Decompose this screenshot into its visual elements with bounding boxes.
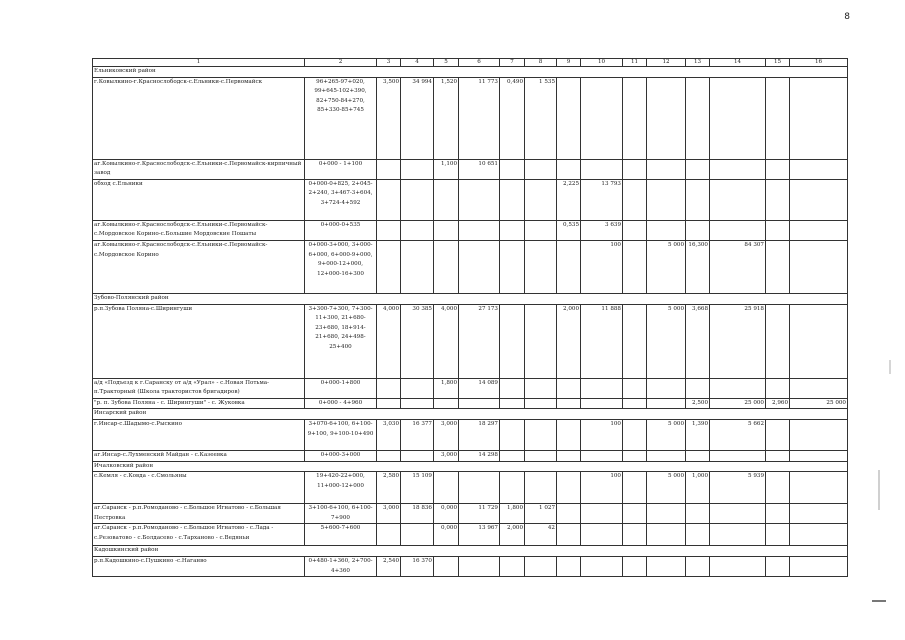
- value-cell: 3,500: [377, 77, 401, 159]
- value-cell: [710, 450, 766, 461]
- value-cell: 11 773: [459, 77, 500, 159]
- value-cell: [623, 179, 647, 220]
- value-cell: 16,300: [686, 240, 710, 293]
- table-row: [93, 220, 848, 240]
- value-cell: [500, 556, 525, 576]
- column-header: 15: [766, 59, 790, 67]
- section-title: Ичалковский район: [93, 461, 848, 472]
- section-row: [93, 409, 848, 420]
- value-cell: [401, 450, 434, 461]
- value-cell: 3,000: [377, 504, 401, 524]
- value-cell: [647, 556, 686, 576]
- value-cell: 14 089: [459, 378, 500, 398]
- road-name-cell: аг.Инсар-с.Лухменский Майдан - с.Казеевка: [93, 450, 305, 461]
- value-cell: [766, 159, 790, 179]
- value-cell: [377, 240, 401, 293]
- table-row: [93, 77, 848, 159]
- value-cell: [581, 398, 623, 409]
- value-cell: [377, 378, 401, 398]
- value-cell: [525, 179, 557, 220]
- value-cell: [500, 398, 525, 409]
- column-header: 2: [305, 59, 377, 67]
- km-range-cell: 0+000-3+000: [305, 450, 377, 461]
- value-cell: [581, 556, 623, 576]
- value-cell: [766, 504, 790, 524]
- value-cell: [581, 159, 623, 179]
- value-cell: [623, 450, 647, 461]
- value-cell: [647, 159, 686, 179]
- value-cell: [557, 378, 581, 398]
- value-cell: 5 000: [647, 304, 686, 378]
- column-header: 6: [459, 59, 500, 67]
- km-range-cell: 3+070-6+100, 6+100-9+100, 9+100-10+490: [305, 419, 377, 450]
- scan-mark: [878, 470, 880, 510]
- road-name-cell: аг.Ковылкино-г.Краснослободск-с.Ельники-с.Первомайск-с.Мордовское Корино: [93, 240, 305, 293]
- value-cell: [710, 220, 766, 240]
- value-cell: [623, 159, 647, 179]
- value-cell: 100: [581, 240, 623, 293]
- value-cell: [686, 159, 710, 179]
- table-row: [93, 419, 848, 450]
- value-cell: 100: [581, 472, 623, 504]
- section-row: [93, 461, 848, 472]
- value-cell: 18 297: [459, 419, 500, 450]
- column-header: 10: [581, 59, 623, 67]
- value-cell: 1,800: [434, 378, 459, 398]
- value-cell: 16 370: [401, 556, 434, 576]
- value-cell: [377, 450, 401, 461]
- column-header: 14: [710, 59, 766, 67]
- value-cell: [525, 398, 557, 409]
- value-cell: [686, 77, 710, 159]
- page-number: 8: [844, 12, 850, 22]
- value-cell: 5 000: [647, 419, 686, 450]
- section-row: [93, 67, 848, 78]
- road-name-cell: с.Кемля - с.Ковда - с.Смольяны: [93, 472, 305, 504]
- value-cell: [790, 472, 848, 504]
- km-range-cell: 0+000 - 1+100: [305, 159, 377, 179]
- value-cell: [401, 240, 434, 293]
- value-cell: [647, 378, 686, 398]
- value-cell: [766, 556, 790, 576]
- value-cell: [766, 304, 790, 378]
- value-cell: [623, 398, 647, 409]
- value-cell: [377, 524, 401, 546]
- section-title: Ельниковский район: [93, 67, 848, 78]
- value-cell: 3,000: [434, 419, 459, 450]
- value-cell: [434, 472, 459, 504]
- value-cell: [401, 398, 434, 409]
- value-cell: 2,000: [557, 304, 581, 378]
- value-cell: 27 173: [459, 304, 500, 378]
- column-header: 4: [401, 59, 434, 67]
- km-range-cell: 0+480-1+360, 2+700-4+360: [305, 556, 377, 576]
- value-cell: [766, 450, 790, 461]
- value-cell: [623, 419, 647, 450]
- value-cell: 3 639: [581, 220, 623, 240]
- value-cell: [790, 419, 848, 450]
- value-cell: [525, 220, 557, 240]
- km-range-cell: 0+000 - 4+960: [305, 398, 377, 409]
- value-cell: [686, 220, 710, 240]
- value-cell: [790, 159, 848, 179]
- value-cell: 0,000: [434, 504, 459, 524]
- value-cell: [401, 378, 434, 398]
- value-cell: [686, 504, 710, 524]
- value-cell: 2,540: [377, 556, 401, 576]
- value-cell: [500, 240, 525, 293]
- value-cell: [647, 77, 686, 159]
- value-cell: [459, 556, 500, 576]
- value-cell: [557, 472, 581, 504]
- value-cell: [623, 77, 647, 159]
- table-row: [93, 450, 848, 461]
- value-cell: [557, 504, 581, 524]
- value-cell: [623, 556, 647, 576]
- value-cell: [790, 304, 848, 378]
- value-cell: [710, 77, 766, 159]
- column-header: 3: [377, 59, 401, 67]
- value-cell: 42: [525, 524, 557, 546]
- column-header: 8: [525, 59, 557, 67]
- value-cell: [434, 556, 459, 576]
- value-cell: 18 836: [401, 504, 434, 524]
- value-cell: 25 918: [710, 304, 766, 378]
- value-cell: 30 385: [401, 304, 434, 378]
- road-works-table: [92, 58, 848, 577]
- table-row: [93, 159, 848, 179]
- value-cell: [581, 524, 623, 546]
- value-cell: 14 298: [459, 450, 500, 461]
- value-cell: [766, 472, 790, 504]
- km-range-cell: 0+000-3+000, 3+000-6+000, 6+000-9+000, 9+000-12+000, 12+000-16+300: [305, 240, 377, 293]
- road-name-cell: р.п.Зубова Поляна-с.Ширингуши: [93, 304, 305, 378]
- value-cell: 2,000: [500, 524, 525, 546]
- value-cell: [766, 220, 790, 240]
- value-cell: [500, 419, 525, 450]
- value-cell: 1 027: [525, 504, 557, 524]
- value-cell: [401, 179, 434, 220]
- value-cell: 15 109: [401, 472, 434, 504]
- table-row: [93, 524, 848, 546]
- value-cell: [790, 556, 848, 576]
- value-cell: 84 307: [710, 240, 766, 293]
- value-cell: [766, 240, 790, 293]
- section-title: Зубово-Полянский район: [93, 293, 848, 304]
- value-cell: 1,800: [500, 504, 525, 524]
- column-header: 7: [500, 59, 525, 67]
- value-cell: [790, 524, 848, 546]
- value-cell: 0,490: [500, 77, 525, 159]
- table-row: [93, 556, 848, 576]
- road-name-cell: г.Инсар-с.Шадымо-с.Рыскино: [93, 419, 305, 450]
- value-cell: [647, 179, 686, 220]
- value-cell: [647, 398, 686, 409]
- value-cell: [557, 159, 581, 179]
- value-cell: [500, 378, 525, 398]
- value-cell: 4,000: [377, 304, 401, 378]
- value-cell: [623, 220, 647, 240]
- column-header: 1: [93, 59, 305, 67]
- value-cell: 0,535: [557, 220, 581, 240]
- value-cell: [525, 378, 557, 398]
- scan-mark: [889, 360, 891, 374]
- value-cell: 25 000: [710, 398, 766, 409]
- value-cell: [766, 419, 790, 450]
- km-range-cell: 19+420-22+000, 11+000-12+000: [305, 472, 377, 504]
- value-cell: [525, 304, 557, 378]
- value-cell: [647, 524, 686, 546]
- km-range-cell: 3+300-7+300, 7+300-11+300, 21+680-23+680, 18+914-21+680, 24+498-25+400: [305, 304, 377, 378]
- value-cell: [686, 450, 710, 461]
- table-row: [93, 398, 848, 409]
- value-cell: [790, 240, 848, 293]
- value-cell: [500, 472, 525, 504]
- value-cell: [377, 220, 401, 240]
- value-cell: 2,580: [377, 472, 401, 504]
- value-cell: [434, 240, 459, 293]
- value-cell: [686, 179, 710, 220]
- value-cell: [623, 378, 647, 398]
- value-cell: [557, 77, 581, 159]
- value-cell: 100: [581, 419, 623, 450]
- column-header: 16: [790, 59, 848, 67]
- section-title: Кадошкинский район: [93, 546, 848, 557]
- value-cell: [647, 504, 686, 524]
- value-cell: [790, 504, 848, 524]
- column-header: 5: [434, 59, 459, 67]
- value-cell: [525, 556, 557, 576]
- value-cell: [790, 450, 848, 461]
- value-cell: 1,520: [434, 77, 459, 159]
- road-name-cell: аг.Саранск - р.п.Ромоданово - с.Большое Игнатово - с.Лада - с.Резоватово - с.Болдасево - с.Тарханово - с.Ведяньи: [93, 524, 305, 546]
- value-cell: [401, 159, 434, 179]
- value-cell: 2,225: [557, 179, 581, 220]
- table-row: [93, 504, 848, 524]
- value-cell: [790, 220, 848, 240]
- value-cell: [623, 504, 647, 524]
- value-cell: 13 967: [459, 524, 500, 546]
- value-cell: [434, 220, 459, 240]
- value-cell: [623, 524, 647, 546]
- value-cell: [710, 556, 766, 576]
- value-cell: [459, 240, 500, 293]
- road-name-cell: а/д «Подъезд к г.Саранску от а/д «Урал» - с.Новая Потьма-п.Тракторный (Школа трактористов бригадиров): [93, 378, 305, 398]
- value-cell: [766, 378, 790, 398]
- value-cell: [686, 378, 710, 398]
- value-cell: 1,000: [686, 472, 710, 504]
- value-cell: 13 793: [581, 179, 623, 220]
- value-cell: [557, 524, 581, 546]
- value-cell: [557, 398, 581, 409]
- value-cell: [581, 450, 623, 461]
- road-name-cell: аг.Саранск - р.п.Ромоданово - с.Большое Игнатово - с.Большая Пестровка: [93, 504, 305, 524]
- value-cell: 10 651: [459, 159, 500, 179]
- value-cell: [500, 450, 525, 461]
- value-cell: [459, 398, 500, 409]
- value-cell: [434, 179, 459, 220]
- value-cell: [581, 504, 623, 524]
- value-cell: [525, 450, 557, 461]
- value-cell: 5 000: [647, 472, 686, 504]
- value-cell: [686, 524, 710, 546]
- value-cell: [525, 159, 557, 179]
- value-cell: [525, 240, 557, 293]
- road-name-cell: обход с.Ельники: [93, 179, 305, 220]
- value-cell: 1,100: [434, 159, 459, 179]
- value-cell: 2,960: [766, 398, 790, 409]
- value-cell: [686, 556, 710, 576]
- value-cell: 5 000: [647, 240, 686, 293]
- value-cell: [377, 179, 401, 220]
- value-cell: [459, 472, 500, 504]
- km-range-cell: 0+000-1+800: [305, 378, 377, 398]
- column-header: 9: [557, 59, 581, 67]
- header-row: [93, 59, 848, 67]
- value-cell: 25 000: [790, 398, 848, 409]
- table-row: [93, 240, 848, 293]
- value-cell: [459, 220, 500, 240]
- value-cell: 11 729: [459, 504, 500, 524]
- km-range-cell: 0+000-0+535: [305, 220, 377, 240]
- value-cell: [557, 556, 581, 576]
- value-cell: [623, 472, 647, 504]
- table-row: [93, 179, 848, 220]
- km-range-cell: 0+000-0+825, 2+045-2+240, 3+467-3+604, 3+724-4+592: [305, 179, 377, 220]
- value-cell: 3,030: [377, 419, 401, 450]
- value-cell: 16 377: [401, 419, 434, 450]
- value-cell: 0,000: [434, 524, 459, 546]
- road-name-cell: аг.Ковылкино-г.Краснослободск-с.Ельники-с.Первомайск-кирпичный завод: [93, 159, 305, 179]
- value-cell: 2,500: [686, 398, 710, 409]
- value-cell: [377, 159, 401, 179]
- column-header: 12: [647, 59, 686, 67]
- value-cell: [647, 220, 686, 240]
- km-range-cell: 5+600-7+600: [305, 524, 377, 546]
- value-cell: [766, 179, 790, 220]
- value-cell: [623, 240, 647, 293]
- road-name-cell: аг.Ковылкино-г.Краснослободск-с.Ельники-с.Первомайск-с.Мордовское Коринo-с.Большие Мордовские Пошаты: [93, 220, 305, 240]
- value-cell: [710, 378, 766, 398]
- value-cell: [557, 419, 581, 450]
- column-header: 13: [686, 59, 710, 67]
- table-row: [93, 472, 848, 504]
- value-cell: [623, 304, 647, 378]
- value-cell: [557, 450, 581, 461]
- value-cell: [710, 524, 766, 546]
- value-cell: [401, 220, 434, 240]
- table-row: [93, 378, 848, 398]
- km-range-cell: 3+100-6+100, 6+100-7+900: [305, 504, 377, 524]
- value-cell: [459, 179, 500, 220]
- value-cell: 11 888: [581, 304, 623, 378]
- value-cell: 3,668: [686, 304, 710, 378]
- road-name-cell: р.п.Кадошкино-с.Пушкино -с.Наганво: [93, 556, 305, 576]
- value-cell: [710, 179, 766, 220]
- value-cell: [525, 419, 557, 450]
- value-cell: [500, 304, 525, 378]
- scan-mark: [872, 600, 886, 602]
- value-cell: [790, 179, 848, 220]
- value-cell: [766, 77, 790, 159]
- value-cell: [710, 159, 766, 179]
- value-cell: 1,390: [686, 419, 710, 450]
- road-name-cell: "р. п. Зубова Поляна - с. Ширингуши" - с. Жуковка: [93, 398, 305, 409]
- value-cell: [401, 524, 434, 546]
- value-cell: [790, 77, 848, 159]
- section-row: [93, 293, 848, 304]
- value-cell: 34 994: [401, 77, 434, 159]
- value-cell: 1 535: [525, 77, 557, 159]
- value-cell: 5 939: [710, 472, 766, 504]
- value-cell: 3,000: [434, 450, 459, 461]
- value-cell: [790, 378, 848, 398]
- value-cell: [500, 220, 525, 240]
- value-cell: [581, 378, 623, 398]
- column-header: 11: [623, 59, 647, 67]
- value-cell: [434, 398, 459, 409]
- table-row: [93, 304, 848, 378]
- value-cell: 5 662: [710, 419, 766, 450]
- value-cell: [525, 472, 557, 504]
- section-row: [93, 546, 848, 557]
- value-cell: 4,000: [434, 304, 459, 378]
- value-cell: [500, 159, 525, 179]
- value-cell: [647, 450, 686, 461]
- value-cell: [581, 77, 623, 159]
- value-cell: [710, 504, 766, 524]
- value-cell: [557, 240, 581, 293]
- value-cell: [377, 398, 401, 409]
- value-cell: [766, 524, 790, 546]
- value-cell: [500, 179, 525, 220]
- section-title: Инсарский район: [93, 409, 848, 420]
- km-range-cell: 96+265-97+020, 99+645-102+390, 82+750-84+270, 85+330-85+745: [305, 77, 377, 159]
- road-name-cell: г.Ковылкино-г.Краснослободск-с.Ельники-с.Первомайск: [93, 77, 305, 159]
